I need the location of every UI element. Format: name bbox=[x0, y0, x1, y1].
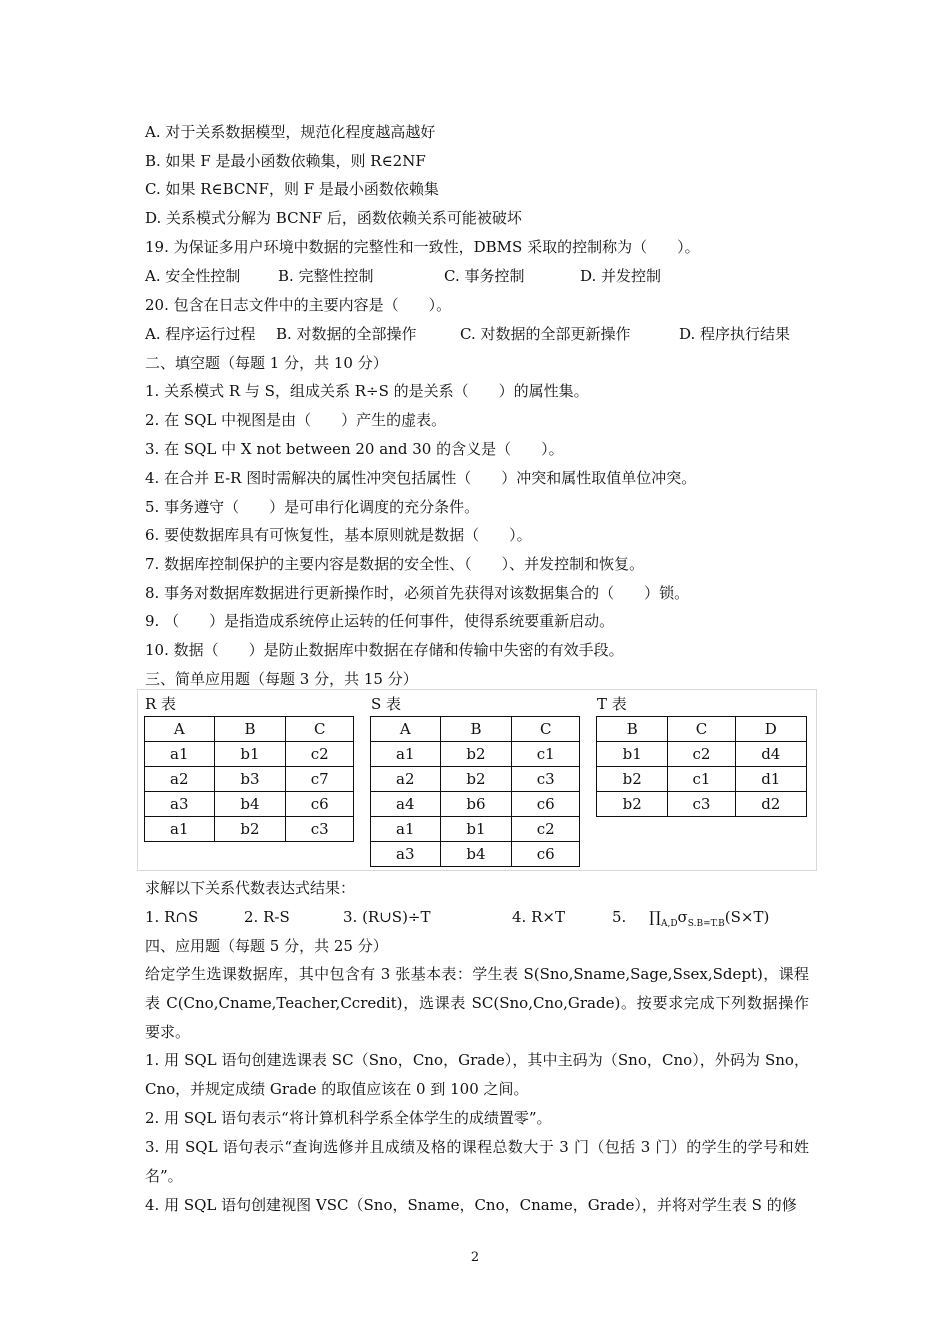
table-cell: c7 bbox=[286, 767, 354, 792]
table-cell: a2 bbox=[371, 767, 441, 792]
fill-item-5: 5. 事务遵守（ ）是可串行化调度的充分条件。 bbox=[145, 498, 480, 516]
table-row bbox=[597, 767, 807, 792]
table-cell: c6 bbox=[286, 792, 354, 817]
fill-item-3: 3. 在 SQL 中 X not between 20 and 30 的含义是（ ）。 bbox=[145, 440, 564, 458]
table-t bbox=[596, 716, 807, 817]
table-cell: b3 bbox=[214, 767, 286, 792]
expr-2: 2. R-S bbox=[244, 908, 290, 926]
table-row bbox=[371, 842, 580, 867]
table-r bbox=[144, 716, 354, 842]
q20-question: 20. 包含在日志文件中的主要内容是（ ）。 bbox=[145, 296, 452, 314]
table-cell: a3 bbox=[371, 842, 441, 867]
expr-5 bbox=[649, 907, 769, 934]
expr-1: 1. R∩S bbox=[145, 908, 199, 926]
table-cell: d4 bbox=[735, 742, 806, 767]
expr-3: 3. (R∪S)÷T bbox=[343, 908, 431, 926]
section4-intro: 给定学生选课数据库，其中包含有 3 张基本表：学生表 S(Sno,Sname,Sage,Ssex,Sdept)，课程表 C(Cno,Cname,Teacher,Ccredit)，选课表 SC(Sno,Cno,Grade)。按要求完成下列数据操作要求。 bbox=[145, 965, 809, 1041]
table-row bbox=[597, 792, 807, 817]
fill-item-8: 8. 事务对数据库数据进行更新操作时，必须首先获得对该数据集合的（ ）锁。 bbox=[145, 584, 690, 602]
app-item-4: 4. 用 SQL 语句创建视图 VSC（Sno，Sname，Cno，Cname，Grade），并将对学生表 S 的修 bbox=[145, 1196, 797, 1214]
fill-item-7: 7. 数据库控制保护的主要内容是数据的安全性、（ ）、并发控制和恢复。 bbox=[145, 555, 645, 573]
table-cell: a1 bbox=[145, 742, 215, 767]
table-row bbox=[371, 767, 580, 792]
section4-title: 四、应用题（每题 5 分，共 25 分） bbox=[145, 937, 388, 955]
table-cell: b2 bbox=[440, 742, 512, 767]
table-row bbox=[371, 817, 580, 842]
selection-subscript: S.B=T.B bbox=[687, 919, 725, 929]
table-cell: c2 bbox=[668, 742, 735, 767]
table-cell: d2 bbox=[735, 792, 806, 817]
table-header-cell: A bbox=[371, 717, 441, 742]
fill-item-6: 6. 要使数据库具有可恢复性，基本原则就是数据（ ）。 bbox=[145, 526, 532, 544]
table-cell: c3 bbox=[668, 792, 735, 817]
q20-option-c: C. 对数据的全部更新操作 bbox=[460, 325, 631, 343]
q20-option-d: D. 程序执行结果 bbox=[679, 325, 791, 343]
table-cell: c1 bbox=[512, 742, 580, 767]
table-r-caption: R 表 bbox=[145, 695, 177, 713]
table-header-row bbox=[145, 717, 354, 742]
selection-symbol: σ bbox=[677, 908, 688, 926]
table-header-row bbox=[371, 717, 580, 742]
table-t-caption: T 表 bbox=[597, 695, 627, 713]
table-header-cell: A bbox=[145, 717, 215, 742]
q20-option-b: B. 对数据的全部操作 bbox=[276, 325, 417, 343]
table-cell: b2 bbox=[214, 817, 286, 842]
page-number: 2 bbox=[470, 1250, 480, 1265]
table-cell: a4 bbox=[371, 792, 441, 817]
table-cell: c2 bbox=[512, 817, 580, 842]
algebra-prompt: 求解以下关系代数表达式结果： bbox=[145, 879, 356, 897]
table-row bbox=[145, 792, 354, 817]
table-cell: a1 bbox=[371, 817, 441, 842]
table-cell: b2 bbox=[597, 767, 668, 792]
table-row bbox=[371, 742, 580, 767]
table-cell: b6 bbox=[440, 792, 512, 817]
table-row bbox=[145, 767, 354, 792]
q19-option-d: D. 并发控制 bbox=[580, 267, 662, 285]
q20-option-a: A. 程序运行过程 bbox=[145, 325, 256, 343]
fill-item-10: 10. 数据（ ）是防止数据库中数据在存储和传输中失密的有效手段。 bbox=[145, 641, 624, 659]
table-s bbox=[370, 716, 580, 867]
table-cell: b4 bbox=[214, 792, 286, 817]
table-row bbox=[597, 742, 807, 767]
q18-option-b: B. 如果 F 是最小函数依赖集，则 R∈2NF bbox=[145, 152, 426, 170]
q18-option-d: D. 关系模式分解为 BCNF 后，函数依赖关系可能被破坏 bbox=[145, 209, 522, 227]
q19-option-b: B. 完整性控制 bbox=[278, 267, 374, 285]
table-cell: a1 bbox=[145, 817, 215, 842]
table-row bbox=[371, 792, 580, 817]
q19-question: 19. 为保证多用户环境中数据的完整性和一致性，DBMS 采取的控制称为（ ）。 bbox=[145, 238, 700, 256]
projection-symbol: ∏ bbox=[649, 908, 661, 926]
app-item-1: 1. 用 SQL 语句创建选课表 SC（Sno，Cno，Grade），其中主码为（Sno，Cno），外码为 Sno，Cno，并规定成绩 Grade 的取值应该在 0 到 100 之间。 bbox=[145, 1051, 809, 1098]
table-cell: b2 bbox=[440, 767, 512, 792]
expr-5-argument: (S×T) bbox=[724, 908, 770, 926]
table-header-cell: B bbox=[440, 717, 512, 742]
table-header-cell: D bbox=[735, 717, 806, 742]
app-item-2: 2. 用 SQL 语句表示“将计算机科学系全体学生的成绩置零”。 bbox=[145, 1109, 552, 1127]
table-cell: a2 bbox=[145, 767, 215, 792]
table-row bbox=[145, 742, 354, 767]
table-row bbox=[145, 817, 354, 842]
table-cell: c6 bbox=[512, 842, 580, 867]
table-cell: b1 bbox=[597, 742, 668, 767]
table-cell: c2 bbox=[286, 742, 354, 767]
fill-item-9: 9. （ ）是指造成系统停止运转的任何事件，使得系统要重新启动。 bbox=[145, 612, 615, 630]
table-cell: c6 bbox=[512, 792, 580, 817]
table-cell: d1 bbox=[735, 767, 806, 792]
table-cell: b1 bbox=[214, 742, 286, 767]
projection-subscript: A,D bbox=[660, 919, 678, 929]
table-cell: a1 bbox=[371, 742, 441, 767]
q18-option-c: C. 如果 R∈BCNF，则 F 是最小函数依赖集 bbox=[145, 180, 439, 198]
fill-item-2: 2. 在 SQL 中视图是由（ ）产生的虚表。 bbox=[145, 411, 447, 429]
table-cell: b2 bbox=[597, 792, 668, 817]
app-item-3: 3. 用 SQL 语句表示“查询选修并且成绩及格的课程总数大于 3 门（包括 3 门）的学生的学号和姓名”。 bbox=[145, 1138, 809, 1185]
table-cell: b1 bbox=[440, 817, 512, 842]
section3-title: 三、简单应用题（每题 3 分，共 15 分） bbox=[145, 670, 418, 688]
table-header-cell: C bbox=[512, 717, 580, 742]
q19-option-a: A. 安全性控制 bbox=[145, 267, 241, 285]
fill-item-1: 1. 关系模式 R 与 S，组成关系 R÷S 的是关系（ ）的属性集。 bbox=[145, 382, 589, 400]
table-header-cell: C bbox=[668, 717, 735, 742]
fill-item-4: 4. 在合并 E-R 图时需解决的属性冲突包括属性（ ）冲突和属性取值单位冲突。 bbox=[145, 469, 697, 487]
section2-title: 二、填空题（每题 1 分，共 10 分） bbox=[145, 354, 388, 372]
table-header-row bbox=[597, 717, 807, 742]
table-s-caption: S 表 bbox=[371, 695, 402, 713]
q19-option-c: C. 事务控制 bbox=[444, 267, 525, 285]
table-cell: a3 bbox=[145, 792, 215, 817]
table-cell: c3 bbox=[512, 767, 580, 792]
table-header-cell: C bbox=[286, 717, 354, 742]
q18-option-a: A. 对于关系数据模型，规范化程度越高越好 bbox=[145, 123, 436, 141]
table-cell: b4 bbox=[440, 842, 512, 867]
expr-4: 4. R×T bbox=[512, 908, 565, 926]
table-cell: c3 bbox=[286, 817, 354, 842]
table-cell: c1 bbox=[668, 767, 735, 792]
table-header-cell: B bbox=[597, 717, 668, 742]
expr-5-label: 5. bbox=[612, 908, 627, 926]
table-header-cell: B bbox=[214, 717, 286, 742]
